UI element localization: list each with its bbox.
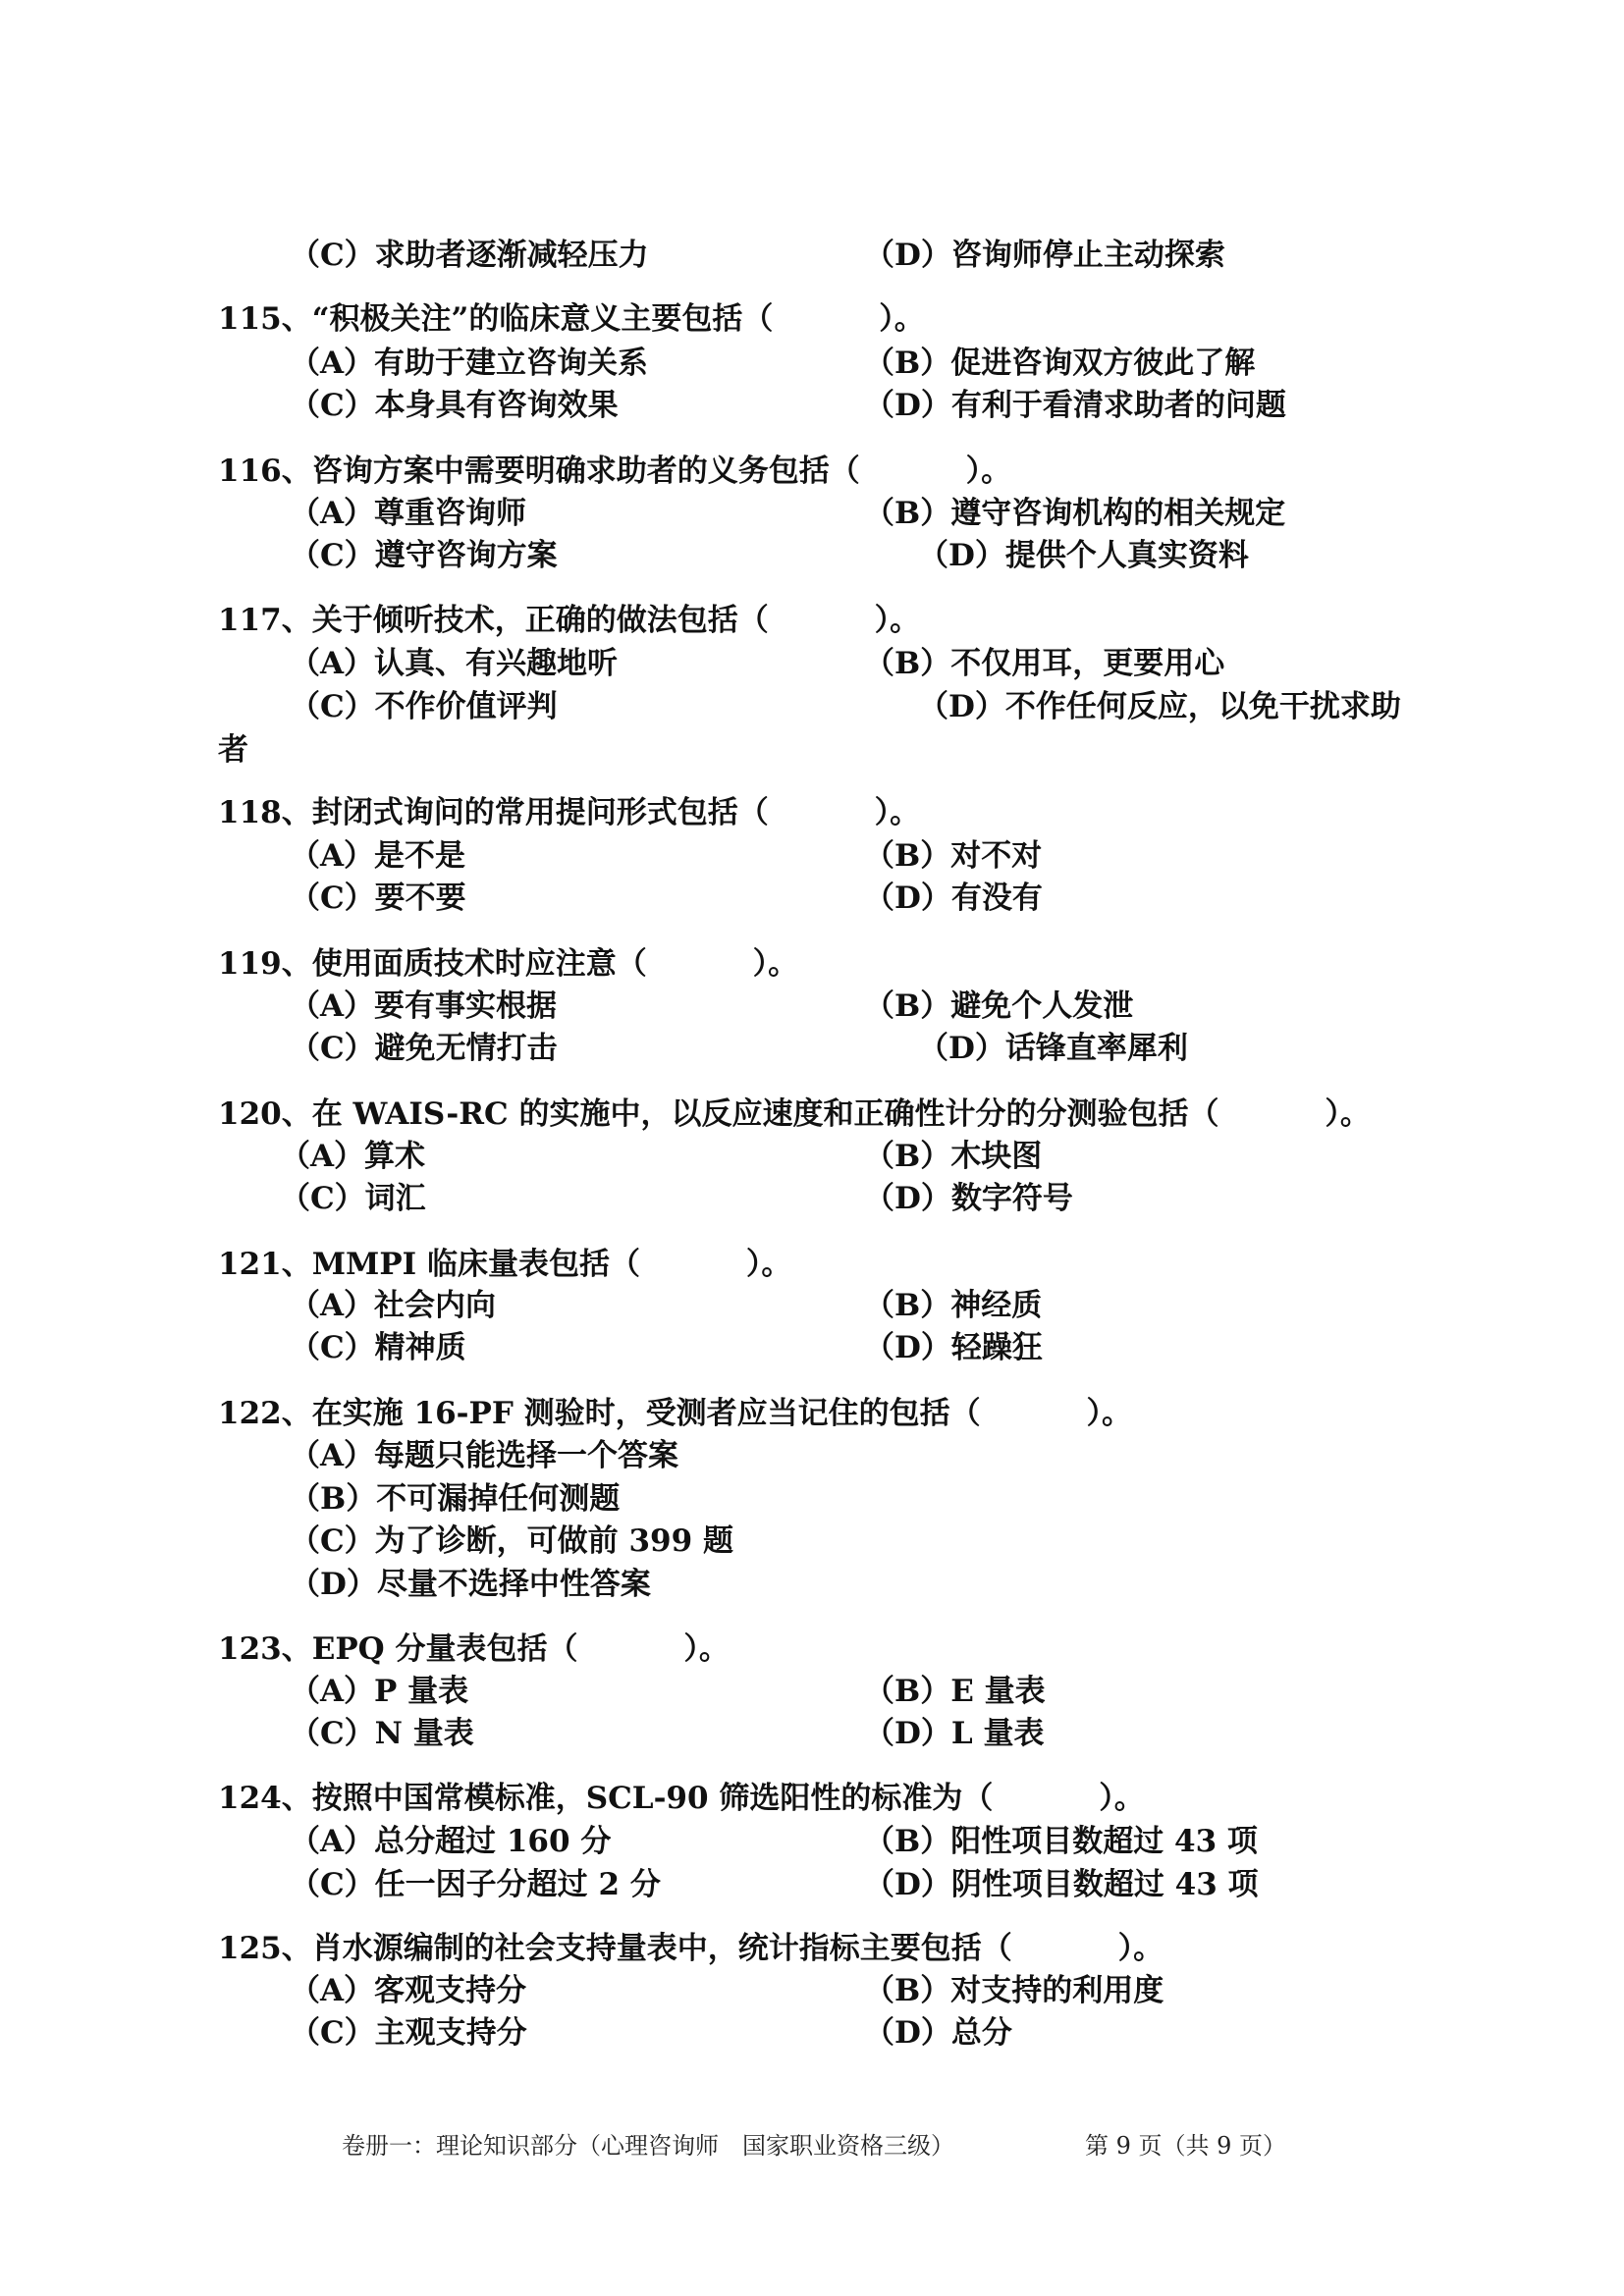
option-d: （D）有利于看清求助者的问题 — [864, 388, 1286, 423]
option-c: （C）求助者逐渐减轻压力 — [290, 238, 649, 273]
question-124: 124、按照中国常模标准，SCL-90 筛选阳性的标准为（ ）。 — [218, 1781, 1145, 1816]
option-a: （A）要有事实根据 — [290, 988, 558, 1024]
option-d: （D）阴性项目数超过 43 项 — [864, 1867, 1259, 1902]
option-d: （D）话锋直率犀利 — [918, 1031, 1188, 1066]
option-d-continuation: 者 — [218, 732, 248, 768]
option-d: （D）提供个人真实资料 — [918, 538, 1249, 573]
option-c: （C）为了诊断，可做前 399 题 — [290, 1523, 733, 1559]
option-c: （C）本身具有咨询效果 — [290, 388, 619, 423]
option-a: （A）尊重咨询师 — [290, 496, 527, 531]
question-116: 116、咨询方案中需要明确求助者的义务包括（ ）。 — [218, 454, 1012, 489]
option-b: （B）神经质 — [864, 1288, 1043, 1323]
option-c: （C）遵守咨询方案 — [290, 538, 558, 573]
option-b: （B）促进咨询双方彼此了解 — [864, 346, 1256, 381]
option-d: （D）数字符号 — [864, 1181, 1073, 1216]
question-119: 119、使用面质技术时应注意（ ）。 — [218, 946, 799, 982]
option-b: （B）不可漏掉任何测题 — [290, 1481, 621, 1517]
question-121: 121、MMPI 临床量表包括（ ）。 — [218, 1247, 792, 1282]
option-d: （D）尽量不选择中性答案 — [290, 1567, 651, 1602]
option-d: （D）有没有 — [864, 881, 1043, 916]
option-c: （C）N 量表 — [290, 1716, 474, 1751]
option-a: （A）P 量表 — [290, 1674, 469, 1709]
option-b: （B）遵守咨询机构的相关规定 — [864, 496, 1286, 531]
option-a: （A）每题只能选择一个答案 — [290, 1438, 679, 1473]
option-a: （A）社会内向 — [290, 1288, 497, 1323]
question-125: 125、肖水源编制的社会支持量表中，统计指标主要包括（ ）。 — [218, 1931, 1164, 1966]
option-c: （C）精神质 — [290, 1330, 466, 1365]
option-a: （A）是不是 — [290, 838, 466, 874]
option-d: （D）L 量表 — [864, 1716, 1045, 1751]
option-a: （A）算术 — [280, 1139, 426, 1174]
question-120: 120、在 WAIS-RC 的实施中，以反应速度和正确性计分的分测验包括（ ）。 — [218, 1096, 1371, 1132]
option-c: （C）任一因子分超过 2 分 — [290, 1867, 661, 1902]
option-c: （C）词汇 — [280, 1181, 426, 1216]
option-b: （B）阳性项目数超过 43 项 — [864, 1824, 1258, 1859]
option-b: （B）木块图 — [864, 1139, 1043, 1174]
option-d: （D）轻躁狂 — [864, 1330, 1043, 1365]
option-b: （B）E 量表 — [864, 1674, 1046, 1709]
option-d: （D）咨询师停止主动探索 — [864, 238, 1225, 273]
footer-page-number: 第 9 页（共 9 页） — [1085, 2132, 1287, 2160]
option-c: （C）要不要 — [290, 881, 466, 916]
option-c: （C）避免无情打击 — [290, 1031, 558, 1066]
option-a: （A）客观支持分 — [290, 1973, 527, 2008]
option-a: （A）认真、有兴趣地听 — [290, 646, 619, 681]
question-118: 118、封闭式询问的常用提问形式包括（ ）。 — [218, 795, 921, 830]
option-a: （A）总分超过 160 分 — [290, 1824, 612, 1859]
question-122: 122、在实施 16-PF 测验时，受测者应当记住的包括（ ）。 — [218, 1396, 1133, 1431]
option-b: （B）避免个人发泄 — [864, 988, 1134, 1024]
option-a: （A）有助于建立咨询关系 — [290, 346, 649, 381]
option-c: （C）主观支持分 — [290, 2015, 527, 2051]
option-b: （B）对不对 — [864, 838, 1043, 874]
option-c: （C）不作价值评判 — [290, 689, 558, 724]
option-b: （B）对支持的利用度 — [864, 1973, 1164, 2008]
question-115: 115、“积极关注”的临床意义主要包括（ ）。 — [218, 301, 925, 337]
option-b: （B）不仅用耳，更要用心 — [864, 646, 1225, 681]
option-d: （D）总分 — [864, 2015, 1012, 2051]
footer-volume-title: 卷册一：理论知识部分（心理咨询师 国家职业资格三级） — [342, 2132, 954, 2160]
option-d: （D）不作任何反应，以免干扰求助 — [918, 689, 1401, 724]
question-117: 117、关于倾听技术，正确的做法包括（ ）。 — [218, 603, 921, 638]
question-123: 123、EPQ 分量表包括（ ）。 — [218, 1631, 730, 1667]
